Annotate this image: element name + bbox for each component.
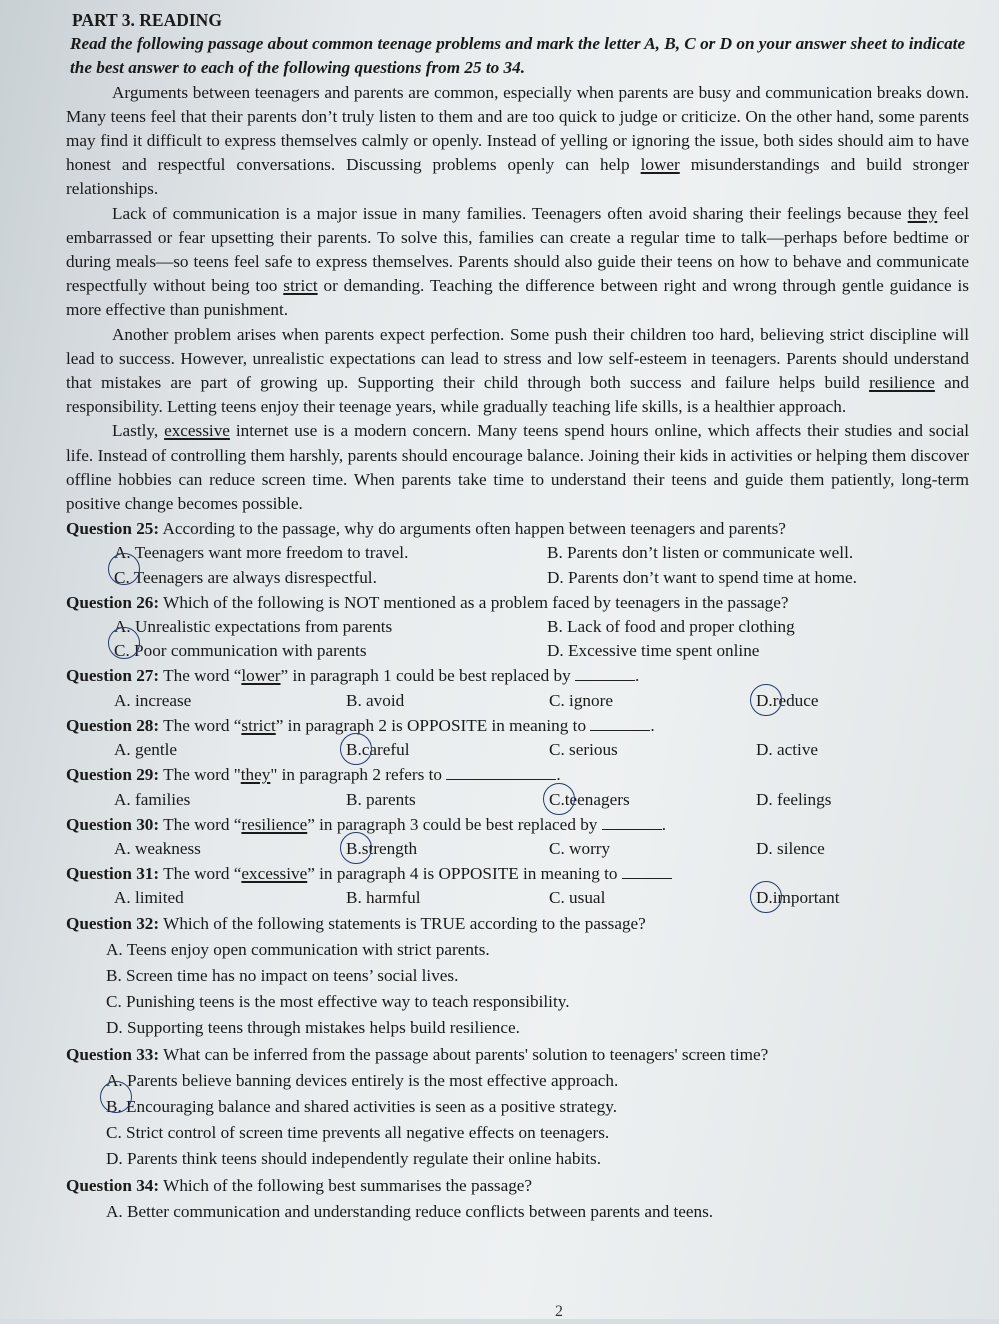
q31-option-b[interactable]: B. harmful xyxy=(346,888,421,908)
question-26: Question 26: Which of the following is NOT mentioned as a problem faced by teenagers in the passage? A. Unrealistic expectations from parents B. Lack of food and proper clothing C. Poor communication with parents D. Excessive time spent online xyxy=(66,591,969,664)
underlined-word-excessive: excessive xyxy=(164,421,230,441)
underlined-word-lower: lower xyxy=(640,155,680,175)
part-title: PART 3. READING xyxy=(72,10,222,30)
q32-option-d[interactable]: D. Supporting teens through mistakes helps build resilience. xyxy=(106,1018,520,1038)
q30-option-c[interactable]: C. worry xyxy=(549,838,611,858)
page-number: 2 xyxy=(555,1303,563,1320)
q28-option-b[interactable]: B.careful xyxy=(346,738,549,762)
q33-option-b[interactable]: B. Encouraging balance and shared activities is seen as a positive strategy. xyxy=(106,1096,617,1116)
underlined-word-strict: strict xyxy=(283,276,318,296)
q30-option-d[interactable]: D. silence xyxy=(756,838,825,858)
question-33: Question 33: What can be inferred from the passage about parents' solution to teenagers' screen time? A. Parents believe banning devices entirely is the most effective approach. B. Encouraging balance and shared activities is seen as a positive strategy. C. Strict control of screen time prevents all negative effects on teenagers. D. Parents think teens should independently regulate their online habits. xyxy=(66,1043,969,1172)
question-27: Question 27: The word “lower” in paragraph 1 could be best replaced by . A. increase B. avoid C. ignore D.reduce xyxy=(66,664,969,712)
q27-option-a[interactable]: A. increase xyxy=(114,690,192,710)
question-30: Question 30: The word “resilience” in paragraph 3 could be best replaced by . A. weakness B.strength C. worry D. silence xyxy=(66,813,969,861)
question-34: Question 34: Which of the following best summarises the passage? A. Better communication and understanding reduce conflicts between parents and teens. xyxy=(66,1174,969,1224)
question-29: Question 29: The word "they" in paragraph 2 refers to . A. families B. parents C.teenagers D. feelings xyxy=(66,763,969,811)
q31-option-d[interactable]: D.important xyxy=(756,886,976,910)
q30-option-a[interactable]: A. weakness xyxy=(114,838,201,858)
q29-option-d[interactable]: D. feelings xyxy=(756,789,832,809)
q26-option-c[interactable]: C. Poor communication with parents xyxy=(114,641,367,661)
answer-blank xyxy=(622,864,672,879)
q25-option-c[interactable]: C. Teenagers are always disrespectful. xyxy=(114,567,377,587)
q29-option-b[interactable]: B. parents xyxy=(346,789,416,809)
passage-paragraph-4: Lastly, excessive internet use is a modern concern. Many teens spend hours online, which affects their studies and social life. Instead of controlling them harshly, parents should encourage balance. Joining their kids in activities or helping them discover offline hobbies can reduce screen time. When parents take time to understand their teens and guide them patiently, long-term positive change becomes possible. xyxy=(66,421,969,514)
q26-option-a[interactable]: A. Unrealistic expectations from parents xyxy=(114,617,393,637)
q31-option-c[interactable]: C. usual xyxy=(549,888,606,908)
q26-option-d[interactable]: D. Excessive time spent online xyxy=(547,641,760,661)
q25-option-d[interactable]: D. Parents don’t want to spend time at home. xyxy=(547,567,857,587)
passage-paragraph-2: Lack of communication is a major issue in many families. Teenagers often avoid sharing their feelings because they feel embarrassed or fear upsetting their parents. To solve this, families can create a regular time to talk—perhaps before bedtime or during meals—so teens feel safe to express themselves. Parents should also guide their teens on how to behave and communicate respectfully without being too strict or demanding. Teaching the difference between right and wrong through gentle guidance is more effective than punishment. xyxy=(66,203,970,320)
q32-option-c[interactable]: C. Punishing teens is the most effective way to teach responsibility. xyxy=(106,992,570,1012)
q28-option-a[interactable]: A. gentle xyxy=(114,740,178,760)
q29-option-a[interactable]: A. families xyxy=(114,789,191,809)
q28-option-d[interactable]: D. active xyxy=(756,740,819,760)
q26-option-b[interactable]: B. Lack of food and proper clothing xyxy=(547,617,795,637)
underlined-word-they: they xyxy=(907,203,938,223)
passage-paragraph-3: Another problem arises when parents expect perfection. Some push their children too hard, believing strict discipline will lead to success. However, unrealistic expectations can lead to stress and low self-esteem in teenagers. Parents should understand that mistakes are part of growing up. Supporting their child through both success and failure helps build resilience and responsibility. Letting teens enjoy their teenage years, while gradually teaching life skills, is a healthier approach. xyxy=(66,324,969,417)
q33-option-c[interactable]: C. Strict control of screen time prevents all negative effects on teenagers. xyxy=(106,1123,610,1143)
q28-option-c[interactable]: C. serious xyxy=(549,740,618,760)
q29-option-c[interactable]: C.teenagers xyxy=(549,788,756,812)
answer-blank xyxy=(446,765,556,780)
q33-option-a[interactable]: A. Parents believe banning devices entirely is the most effective approach. xyxy=(106,1070,619,1090)
q27-option-c[interactable]: C. ignore xyxy=(549,690,613,710)
answer-blank xyxy=(590,716,650,731)
question-28: Question 28: The word “strict” in paragraph 2 is OPPOSITE in meaning to . A. gentle B.careful C. serious D. active xyxy=(66,714,969,762)
q27-option-d[interactable]: D.reduce xyxy=(756,689,976,713)
q30-option-b[interactable]: B.strength xyxy=(346,837,549,861)
passage-paragraph-1: Arguments between teenagers and parents are common, especially when parents are busy and communication breaks down. Many teens feel that their parents don’t truly listen to them and are too quick to judge or criticize. On the other hand, some parents may find it difficult to express themselves calmly or openly. Instead of yelling or ignoring the issue, both sides should aim to have honest and respectful conversations. Discussing problems openly can help lower misunderstandings and build stronger relationships. xyxy=(66,82,969,199)
q34-option-a[interactable]: A. Better communication and understanding reduce conflicts between parents and teens. xyxy=(106,1201,714,1221)
q32-option-a[interactable]: A. Teens enjoy open communication with strict parents. xyxy=(106,939,490,959)
q31-option-a[interactable]: A. limited xyxy=(114,888,184,908)
answer-blank xyxy=(575,666,635,681)
q25-option-b[interactable]: B. Parents don’t listen or communicate well. xyxy=(547,543,854,563)
q32-option-b[interactable]: B. Screen time has no impact on teens’ social lives. xyxy=(106,965,459,985)
instructions: Read the following passage about common teenage problems and mark the letter A, B, C or D on your answer sheet to indicate the best answer to each of the following questions from 25 to 34. xyxy=(70,34,966,78)
q33-option-d[interactable]: D. Parents think teens should independently regulate their online habits. xyxy=(106,1149,601,1169)
question-25: Question 25: According to the passage, why do arguments often happen between teenagers and parents? A. Teenagers want more freedom to travel. B. Parents don’t listen or communicate well. C. Teenagers are always disrespectful. D. Parents don’t want to spend time at home. xyxy=(66,517,969,590)
question-32: Question 32: Which of the following statements is TRUE according to the passage? A. Teens enjoy open communication with strict parents. B. Screen time has no impact on teens’ social lives. C. Punishing teens is the most effective way to teach responsibility. D. Supporting teens through mistakes helps build resilience. xyxy=(66,912,969,1041)
underlined-word-resilience: resilience xyxy=(869,373,935,393)
q27-option-b[interactable]: B. avoid xyxy=(346,690,405,710)
question-31: Question 31: The word “excessive” in paragraph 4 is OPPOSITE in meaning to A. limited B. harmful C. usual D.important xyxy=(66,862,969,910)
q25-option-a[interactable]: A. Teenagers want more freedom to travel. xyxy=(114,543,409,563)
answer-blank xyxy=(602,815,662,830)
